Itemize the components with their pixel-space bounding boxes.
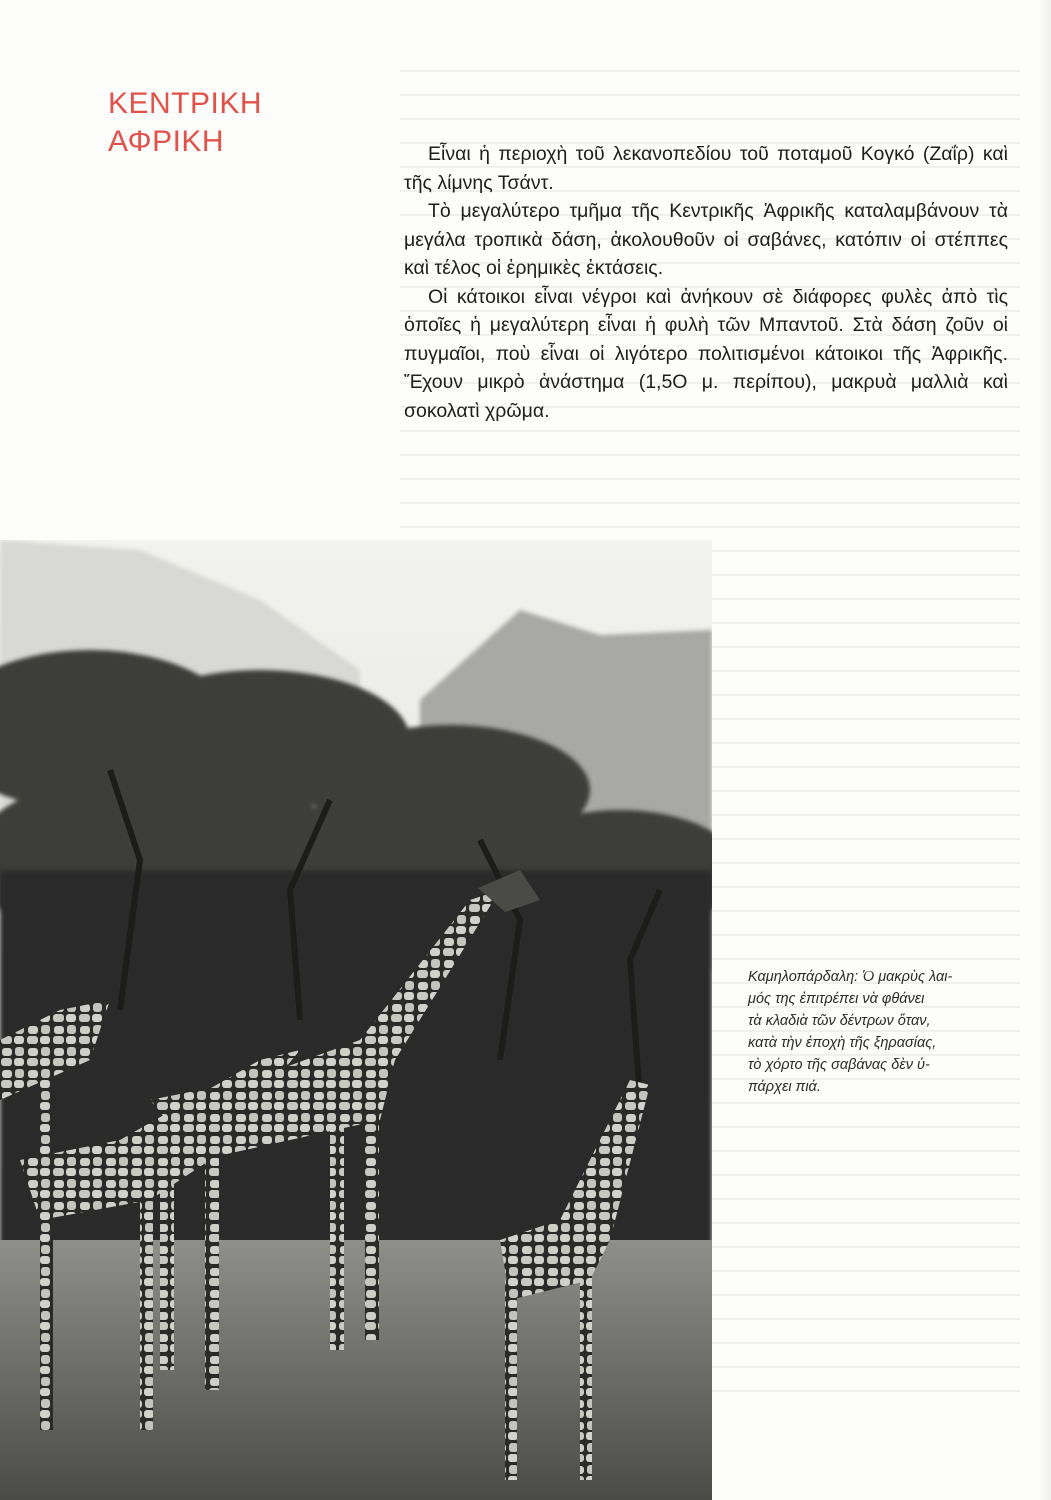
photo-ground	[0, 1240, 712, 1500]
caption-line: κατὰ τὴν ἐποχὴ τῆς ξηρασίας,	[748, 1035, 937, 1051]
paragraph-landscape: Τὸ μεγαλύτερο τμῆμα τῆς Κεντρικῆς Ἀφρικῆς καταλαμβάνουν τὰ μεγάλα τροπικὰ δάση, ἀκολουθοῦν οἱ σαβάνες, κατόπιν οἱ στέππες καὶ τέλος οἱ ἐρημικὲς ἐκτάσεις.	[404, 200, 1008, 279]
caption-line: πάρχει πιά.	[748, 1079, 821, 1095]
paragraph-inhabitants: Οἱ κάτοικοι εἶναι νέγροι καὶ ἀνήκουν σὲ διάφορες φυλὲς ἀπὸ τὶς ὁποῖες ἡ μεγαλύτερη εἶναι ἡ φυλὴ τῶν Μπαντοῦ. Στὰ δάση ζοῦν οἱ πυγμαῖοι, ποὺ εἶναι οἱ λιγότερο πολιτισμένοι κάτοικοι τῆς Ἀφρικῆς. Ἔχουν μικρὸ ἀνάστημα (1,5Ο μ. περίπου), μακρυὰ μαλλιὰ καὶ σοκολατὶ χρῶμα.	[404, 285, 1008, 422]
photo-caption	[748, 966, 1018, 1098]
intro-text	[404, 140, 1008, 425]
paragraph-region: Εἶναι ἡ περιοχὴ τοῦ λεκανοπεδίου τοῦ ποταμοῦ Κογκό (Ζαΐρ) καὶ τῆς λίμνης Τσάντ.	[404, 143, 1008, 194]
caption-line: τὰ κλαδιὰ τῶν δέντρων ὅταν,	[748, 1013, 931, 1029]
section-title	[108, 85, 262, 161]
caption-line: μός της ἐπιτρέπει νὰ φθάνει	[748, 991, 925, 1007]
giraffe-photo	[0, 540, 712, 1500]
page-edge-shadow	[1039, 0, 1051, 1500]
section-title-line-1: ΚΕΝΤΡΙΚΗ	[108, 87, 263, 120]
caption-line: τὸ χόρτο τῆς σαβάνας δὲν ὑ-	[748, 1057, 930, 1073]
section-title-line-2: ΑΦΡΙΚΗ	[108, 125, 225, 158]
caption-line: Καμηλοπάρδαλη: Ὁ μακρὺς λαι-	[748, 969, 953, 985]
